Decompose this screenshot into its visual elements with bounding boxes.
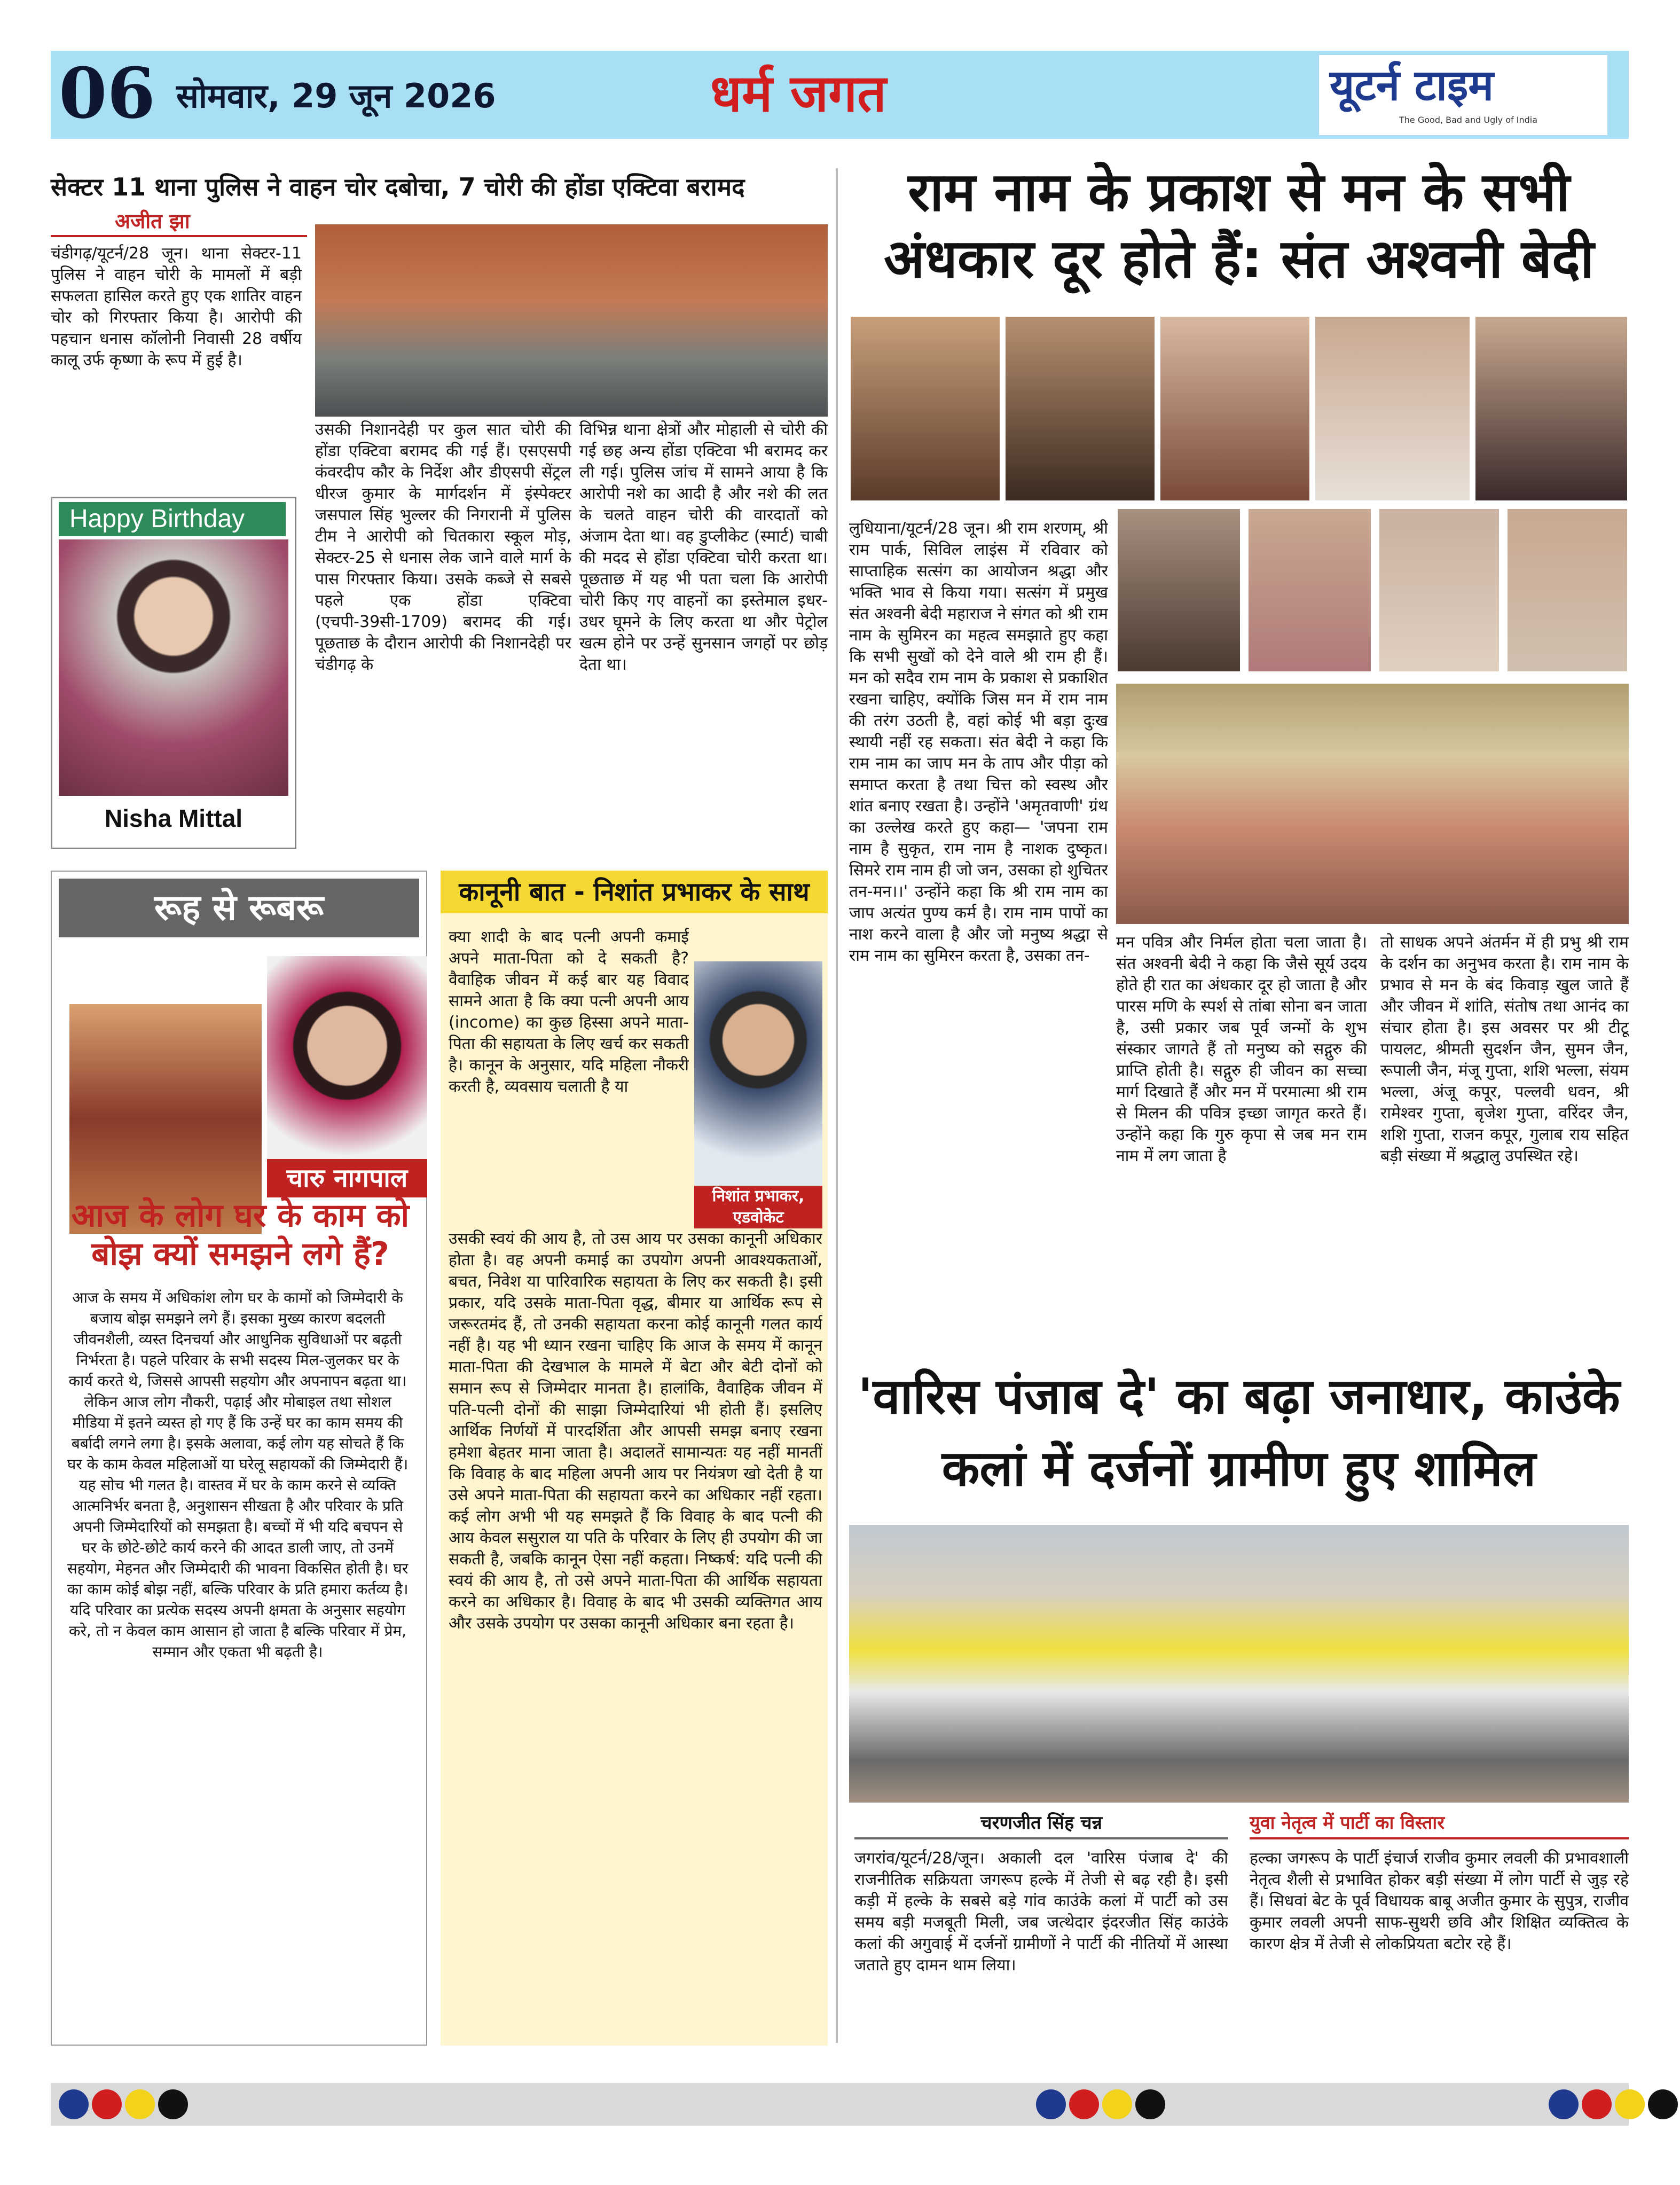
speaker-photo-7	[1247, 507, 1372, 673]
advocate-photo	[694, 961, 822, 1186]
speaker-photo-9	[1506, 507, 1629, 673]
advocate-caption	[694, 1186, 822, 1228]
police-photo	[315, 224, 828, 417]
subhead-rule	[1250, 1837, 1629, 1839]
story2-col3: तो साधक अपने अंतर्मन में ही प्रभु श्री राम के दर्शन का अनुभव करता है। राम नाम के प्रभाव से मन के बंद किवाड़ खुल जाते हैं और जीवन में शांति, संतोष तथा आनंद का संचार होता है। इस अवसर पर श्री टीटू पायलट, श्रीमती सुदर्शन जैन, सुमन जैन, रूपाली जैन, मंजू गुप्ता, शशि भल्ला, संयम भल्ला, अंजू कपूर, पल्लवी धवन, श्री रामेश्वर गुप्ता, बृजेश गुप्ता, वरिंदर जैन, शशि गुप्ता, राजन कपूर, गुलाब राय सहित बड़ी संख्या में श्रद्धालु उपस्थित रहे।	[1380, 933, 1629, 1165]
satsang-crowd-photo	[1116, 684, 1629, 924]
byline-rule	[51, 235, 307, 237]
story3-headline-line1: 'वारिस पंजाब दे' का बढ़ा जनाधार, काउंके	[858, 1368, 1620, 1425]
story2-headline-line2: अंधकार दूर होते हैं: संत अश्वनी बेदी	[883, 228, 1595, 290]
logo-tagline: The Good, Bad and Ugly of India	[1399, 115, 1537, 125]
speaker-photo-1	[849, 315, 1001, 502]
page-number: 06	[59, 52, 155, 134]
footer-dot	[1102, 2089, 1132, 2119]
footer-dot	[59, 2089, 89, 2119]
speaker-photo-6	[1116, 507, 1242, 673]
ruh-section-title: रूह से रूबरू	[59, 879, 419, 937]
footer-dot	[1615, 2089, 1645, 2119]
column-divider	[836, 168, 838, 2043]
story2-col2: मन पवित्र और निर्मल होता चला जाता है। संत अश्वनी बेदी ने कहा कि जैसे सूर्य उदय होते ही रात का अंधकार दूर हो जाता है और पारस मणि के स्पर्श से तांबा सोना बन जाता है, उसी प्रकार जब पूर्व जन्मों के शुभ संस्कार जागते हैं तो मनुष्य को सद्गुरु की प्राप्ति होती है। सद्गुरु ही जीवन का सच्चा मार्ग दिखाते हैं और मन में परमात्मा श्री राम से मिलन की पवित्र इच्छा जागृत करते हैं। उन्होंने कहा कि गुरु कृपा से जब मन राम नाम में लग जाता है	[1116, 933, 1367, 1165]
kanooni-body: उसकी स्वयं की आय है, तो उस आय पर उसका कानूनी अधिकार होता है। वह अपनी कमाई का उपयोग अपनी आवश्यकताओं, बचत, निवेश या पारिवारिक सहायता के लिए कर सकती है। इसी प्रकार, यदि उसके माता-पिता वृद्ध, बीमार या आर्थिक रूप से जरूरतमंद हैं, तो उनकी सहायता करना कोई कानूनी गलत कार्य नहीं है। यह भी ध्यान रखना चाहिए कि आज के समय में कानून माता-पिता की देखभाल के मामले में बेटा और बेटी दोनों को समान रूप से जिम्मेदार मानता है। हालांकि, वैवाहिक जीवन में पति-पत्नी दोनों की साझा जिम्मेदारियां भी होती हैं। इसलिए आर्थिक निर्णयों में पारदर्शिता और आपसी समझ बनाए रखना हमेशा बेहतर माना जाता है। अदालतें सामान्यतः यह नहीं मानतीं कि विवाह के बाद महिला अपनी आय पर नियंत्रण खो देती है या उसे अपने माता-पिता की सहायता करने का अधिकार नहीं रहता। कई लोग अभी भी यह समझते हैं कि विवाह के बाद पत्नी की आय केवल ससुराल या पति के परिवार के लिए ही उपयोग की जा सकती है, जबकि कानून ऐसा नहीं कहता। निष्कर्ष: यदि पत्नी की स्वयं की आय है, तो उसे अपने माता-पिता की आर्थिक सहायता करने का अधिकार है। विवाह के बाद भी उसकी व्यक्तिगत आय और उसके उपयोग पर उसका कानूनी अधिकार बना रहता है।	[449, 1229, 822, 1633]
footer-dot	[125, 2089, 155, 2119]
story3-byline: चरणजीत सिंह चन्न	[980, 1812, 1102, 1834]
footer-bar	[51, 2083, 1629, 2126]
author-name: चारु नागपाल	[267, 1159, 427, 1197]
footer-dot	[1648, 2089, 1678, 2119]
advocate-title: एडवोकेट	[733, 1208, 784, 1227]
byline-rule-3	[854, 1837, 1228, 1839]
issue-date: सोमवार, 29 जून 2026	[176, 76, 496, 115]
story1-col2: उसकी निशानदेही पर कुल सात चोरी की होंडा एक्टिवा बरामद की गई हैं। एसएसपी कंवरदीप कौर के निर्देश और डीएसपी सेंट्रल धीरज कुमार के मार्गदर्शन में इंस्पेक्टर जसपाल सिंह भुल्लर की निगरानी में पुलिस टीम ने आरोपी को चितकारा स्कूल मोड़, सेक्टर-25 से धनास लेक जाने वाले मार्ग के पास गिरफ्तार किया। उसके कब्जे से सबसे पहले एक होंडा एक्टिवा (एचपी-39सी-1709) बरामद की गई। पूछताछ के दौरान आरोपी की निशानदेही पर चंडीगढ़ के	[315, 420, 571, 674]
story1-col3: विभिन्न थाना क्षेत्रों और मोहाली से चोरी की गई छह अन्य होंडा एक्टिवा भी बरामद कर ली गई। पुलिस जांच में सामने आया है कि आरोपी नशे का आदी है और नशे की लत के चलते वाहन चोरी की वारदातों को अंजाम देता था। वह डुप्लीकेट (स्मार्ट) चाबी की मदद से होंडा एक्टिवा चोरी करता था। पूछताछ में यह भी पता चला कि आरोपी चोरी किए गए वाहनों का इस्तेमाल इधर-उधर घूमने के लिए करता था और पेट्रोल खत्म होने पर उन्हें सुनसान जगहों पर छोड़ देता था।	[579, 420, 828, 674]
author-photo	[267, 956, 427, 1180]
speaker-photo-4	[1314, 315, 1471, 502]
footer-dot	[1069, 2089, 1099, 2119]
story3-col1: जगरांव/यूटर्न/28/जून। अकाली दल 'वारिस पंजाब दे' की राजनीतिक सक्रियता जगरूप हल्के में तेजी से बढ़ रही है। इसी कड़ी में हल्के के सबसे बड़े गांव काउंके कलां में पार्टी को उस समय बड़ी मजबूती मिली, जब जत्थेदार इंदरजीत सिंह काउंके कलां की अगुवाई में दर्जनों ग्रामीणों ने पार्टी की नीतियों में आस्था जताते हुए दामन थाम लिया।	[854, 1849, 1228, 1975]
story1-headline: सेक्टर 11 थाना पुलिस ने वाहन चोर दबोचा, 7 चोरी की होंडा एक्टिवा बरामद	[51, 173, 745, 201]
footer-dot	[1036, 2089, 1066, 2119]
section-title: धर्म जगत	[710, 64, 886, 123]
kanooni-title: कानूनी बात - निशांत प्रभाकर के साथ	[441, 871, 828, 913]
advocate-name: निशांत प्रभाकर,	[712, 1187, 805, 1205]
story2-headline-line1: राम नाम के प्रकाश से मन के सभी	[908, 161, 1570, 223]
story1-byline: अजीत झा	[115, 209, 190, 233]
party-joining-photo	[849, 1525, 1629, 1803]
speaker-photo-5	[1474, 315, 1629, 502]
speaker-photo-2	[1004, 315, 1156, 502]
birthday-title: Happy Birthday	[59, 502, 286, 536]
story2-col1: लुधियाना/यूटर्न/28 जून। श्री राम शरणम्, श्री राम पार्क, सिविल लाइंस में रविवार को साप्ताहिक सत्संग का आयोजन श्रद्धा और भक्ति भाव से किया गया। सत्संग में प्रमुख संत अश्वनी बेदी महाराज ने संगत को श्री राम नाम के सुमिरन का महत्व समझाते हुए कहा कि सभी सुखों को देने वाले श्री राम ही हैं। मन को सदैव राम नाम के प्रकाश से प्रकाशित रखना चाहिए, क्योंकि जिस मन में राम नाम की तरंग उठती है, वहां कोई भी बड़ा दुःख स्थायी नहीं रह सकता। संत बेदी ने कहा कि राम नाम का जाप मन के ताप और पीड़ा को समाप्त करता है तथा चित्त को स्वस्थ और शांत बनाए रखता है। उन्होंने 'अमृतवाणी' ग्रंथ का उल्लेख करते हुए कहा— 'जपना राम नाम है सुकृत, राम नाम है नाशक दुष्कृत। सिमरे राम नाम ही जो जन, उसका हो शुचितर तन-मन।।' उन्होंने कहा कि श्री राम नाम का जाप अत्यंत पुण्य कर्म है। राम नाम पापों का नाश करने वाला है और जो मनुष्य श्रद्धा से राम नाम का सुमिरन करता है, उसका तन-	[849, 519, 1108, 965]
ruh-headline: आज के लोग घर के काम को बोझ क्यों समझने लगे हैं?	[71, 1197, 410, 1273]
ruh-body: आज के समय में अधिकांश लोग घर के कामों को जिम्मेदारी के बजाय बोझ समझने लगे हैं। इसका मुख्य कारण बदलती जीवनशैली, व्यस्त दिनचर्या और आधुनिक सुविधाओं पर बढ़ती निर्भरता है। पहले परिवार के सभी सदस्य मिल-जुलकर घर के कार्य करते थे, जिससे आपसी सहयोग और अपनापन बढ़ता था। लेकिन आज लोग नौकरी, पढ़ाई और मोबाइल तथा सोशल मीडिया में इतने व्यस्त हो गए हैं कि उन्हें घर का काम समय की बर्बादी लगने लगा है। इसके अलावा, कई लोग यह सोचते हैं कि घर के काम केवल महिलाओं या घरेलू सहायकों की जिम्मेदारी हैं। यह सोच भी गलत है। वास्तव में घर के काम करने से व्यक्ति आत्मनिर्भर बनता है, अनुशासन सीखता है और परिवार के प्रति अपनी जिम्मेदारियों को समझता है। बच्चों में भी यदि बचपन से घर के छोटे-छोटे कार्य करने की आदत डाली जाए, तो उनमें सहयोग, मेहनत और जिम्मेदारी की भावना विकसित होती है। घर का काम कोई बोझ नहीं, बल्कि परिवार के प्रति हमारा कर्तव्य है। यदि परिवार का प्रत्येक सदस्य अपनी क्षमता के अनुसार सहयोग करे, तो न केवल काम आसान हो जाता है बल्कि परिवार में प्रेम, सम्मान और एकता भी बढ़ती है।	[67, 1289, 409, 1661]
story3-subhead: युवा नेतृत्व में पार्टी का विस्तार	[1250, 1812, 1445, 1834]
footer-dot	[1549, 2089, 1579, 2119]
birthday-name: Nisha Mittal	[104, 804, 243, 832]
speaker-photo-8	[1378, 507, 1501, 673]
story3-col2: हल्का जगरूप के पार्टी इंचार्ज राजीव कुमार लवली की प्रभावशाली नेतृत्व शैली से प्रभावित होकर बड़ी संख्या में लोग पार्टी से जुड़ रहे हैं। सिधवां बेट के पूर्व विधायक बाबू अजीत कुमार के सुपुत्र, राजीव कुमार लवली अपनी साफ-सुथरी छवि और शिक्षित व्यक्तित्व के कारण क्षेत्र में तेजी से लोकप्रियता बटोर रहे हैं।	[1250, 1849, 1629, 1953]
kanooni-lead: क्या शादी के बाद पत्नी अपनी कमाई अपने माता-पिता को दे सकती है? वैवाहिक जीवन में कई बार यह विवाद सामने आता है कि क्या पत्नी अपनी आय (income) का कुछ हिस्सा अपने माता-पिता की सहायता के लिए खर्च कर सकती है। कानून के अनुसार, यदि महिला नौकरी करती है, व्यवसाय चलाती है या	[449, 928, 689, 1096]
footer-dot	[158, 2089, 188, 2119]
footer-dot	[1135, 2089, 1165, 2119]
footer-dot	[92, 2089, 122, 2119]
birthday-photo	[59, 539, 288, 796]
speaker-photo-3	[1159, 315, 1311, 502]
logo-text: यूटर्न टाइम	[1330, 60, 1494, 110]
story3-headline-line2: कलां में दर्जनों ग्रामीण हुए शामिल	[941, 1440, 1536, 1497]
footer-dot	[1582, 2089, 1612, 2119]
story1-col1: चंडीगढ़/यूटर्न/28 जून। थाना सेक्टर-11 पुलिस ने वाहन चोरी के मामलों में बड़ी सफलता हासिल करते हुए एक शातिर वाहन चोर को गिरफ्तार किया है। आरोपी की पहचान धनास कॉलोनी निवासी 28 वर्षीय कालू उर्फ कृष्णा के रूप में हुई है।	[51, 244, 302, 370]
